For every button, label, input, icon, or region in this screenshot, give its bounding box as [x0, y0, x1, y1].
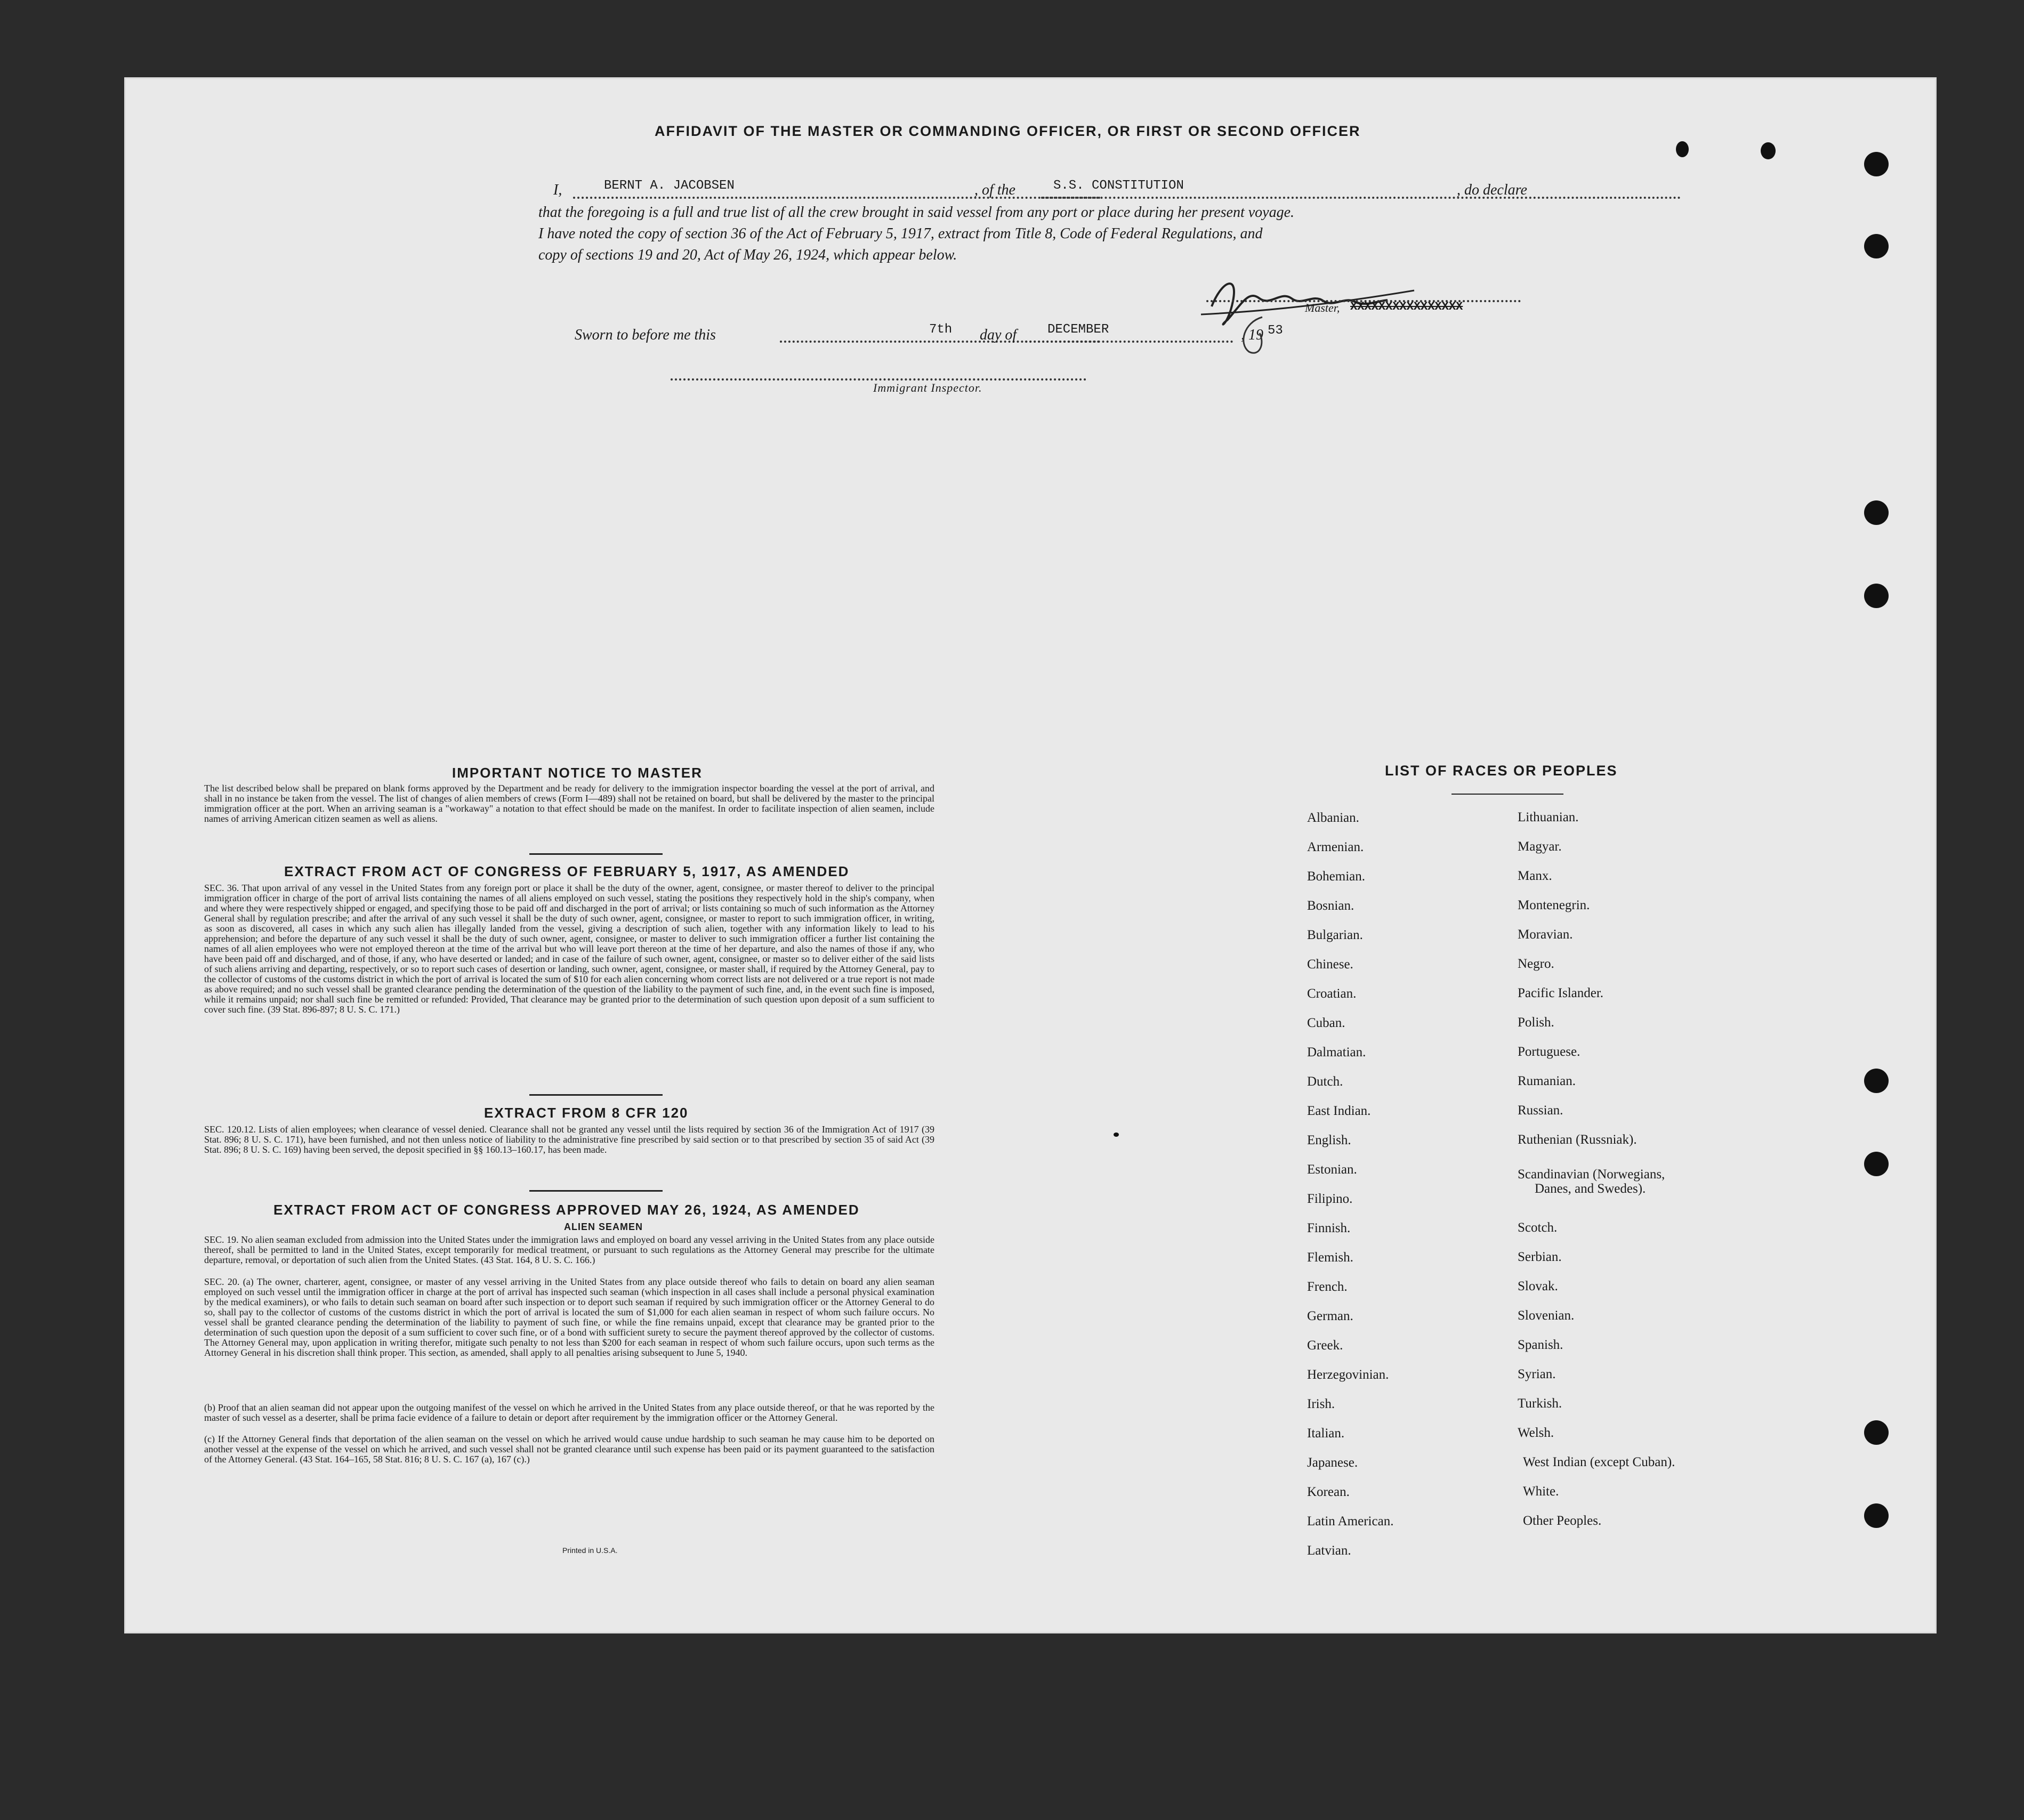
race-right-item: Turkish.	[1518, 1396, 1562, 1411]
notice-body: The list described below shall be prepared on blank forms approved by the Department and be ready for delivery to the immigration inspector boarding the vessel at the port of arrival, and shall in no instance be taken from the vessel. The list of changes of alien members of crews (Form I—489) shall not be retained on board, but shall be delivered by the master to the principal immigration officer at the port. When an arriving seaman is a "workaway" a notation to that effect should be made on the manifest. In order to facilitate inspection of alien seamen, include names of arriving American citizen seamen as well as aliens.	[204, 783, 934, 824]
sworn-year: 53	[1268, 323, 1283, 338]
punch-hole	[1864, 1152, 1889, 1176]
rule-3	[529, 1190, 663, 1192]
form-page	[124, 77, 1937, 1633]
affidavit-line-3: I have noted the copy of section 36 of the Act of February 5, 1917, extract from Title 8, Code of Federal Regulations, and	[538, 225, 1263, 242]
ink-speck	[1114, 1133, 1119, 1137]
race-left-item: Armenian.	[1307, 840, 1364, 854]
race-left-item: Chinese.	[1307, 957, 1353, 972]
race-right-item: Montenegrin.	[1518, 898, 1590, 912]
race-left-item: German.	[1307, 1309, 1353, 1323]
sworn-label: Sworn to before me this	[575, 327, 716, 343]
of-the-label: , of the	[974, 182, 1015, 198]
race-right-item: Spanish.	[1518, 1338, 1563, 1352]
year-prefix: , 19	[1241, 327, 1263, 343]
race-right-item: White.	[1523, 1484, 1559, 1499]
affidavit-line-2: that the foregoing is a full and true list of all the crew brought in said vessel from any port or place during her present voyage.	[538, 204, 1295, 221]
race-right-item: Rumanian.	[1518, 1074, 1576, 1088]
rule-2	[529, 1094, 663, 1096]
race-right-item: Ruthenian (Russniak).	[1518, 1133, 1637, 1147]
vessel-line	[1041, 197, 1681, 199]
race-right-item: Lithuanian.	[1518, 810, 1579, 824]
extract-1917-body: SEC. 36. That upon arrival of any vessel in the United States from any foreign port or place it shall be the duty of the owner, agent, consignee, or master thereof to deliver to the principal immigration officer in charge of the port of arrival lists containing the names of all aliens employed on such vessel, stating the positions they respectively hold in the ship's company, when and where they were respectively shipped or engaged, and specifying those to be paid off and discharged in the port of arrival; or lists containing so much of such information as the Attorney General shall by regulation prescribe; and after the arrival of any such vessel it shall be the duty of such owner, agent, consignee, or master to report to such immigration officer, in writing, as soon as discovered, all cases in which any such alien has illegally landed from the vessel, giving a description of such alien, together with any information likely to lead to his apprehension; and before the departure of any such vessel it shall be the duty of such owner, agent, consignee, or master to deliver to such immigration officer a further list containing the names of all alien employees who were not employed thereon at the time of the arrival but who will leave port thereon at the time of her departure, and also the names of those if any, who have been paid off and discharged, and of those, if any, who have deserted or landed; and in case of the failure of such owner, agent, consignee, or master so to deliver either of the said lists of such aliens arriving and departing, respectively, or so to report such cases of desertion or landing, such owner, agent, consignee, or master shall, if required by the Attorney General, pay to the collector of customs of the customs district in which the port of arrival is located the sum of $10 for each alien concerning whom correct lists are not delivered or a true report is not made as above required; and no such vessel shall be granted clearance pending the determination of the question of the liability to the payment of such fine, and, in the event such fine is imposed, while it remains unpaid; nor shall such fine be remitted or refunded: Provided, That clearance may be granted prior to the determination of such question upon deposit of a sum sufficient to cover such fine. (39 Stat. 896-897; 8 U. S. C. 171.)	[204, 883, 934, 1015]
race-right-item: Danes, and Swedes).	[1535, 1182, 1646, 1196]
sec-20a: SEC. 20. (a) The owner, charterer, agent, consignee, or master of any vessel arriving in the United States from any place outside thereof who fails to detain on board any alien seaman employed on such vessel until the immigration officer in charge at the port of arrival has inspected such seaman (which inspection in all cases shall include a personal physical examination by the medical examiners), or who fails to detain such seaman on board after such inspection or to deport such seaman if required by such immigration officer or the Attorney General to do so, shall pay to the collector of customs of the customs district in which the port of arrival is located the sum of $1,000 for each alien seaman in respect of whom such failure occurs. No vessel shall be granted clearance pending the determination of the liability to payment of such fine, or while the fine remains unpaid, except that clearance may be granted prior to the determination of such question upon the deposit of a sum sufficient to cover such fine, or of a bond with sufficient surety to secure the payment thereof approved by the collector of customs. The Attorney General may, upon application in writing therefor, mitigate such penalty to not less than $200 for each seaman in respect of whom such failure occurs, upon such terms as the Attorney General in his discretion shall think proper. This section, as amended, shall apply to all penalties arising subsequent to June 5, 1940.	[204, 1276, 934, 1358]
sworn-day: 7th	[929, 322, 953, 337]
race-left-item: Herzegovinian.	[1307, 1368, 1389, 1382]
master-label: Master,	[1305, 301, 1340, 314]
race-right-item: Slovak.	[1518, 1279, 1558, 1293]
race-right-item: Magyar.	[1518, 839, 1562, 854]
race-left-item: Latvian.	[1307, 1543, 1351, 1558]
extract-1917-title: EXTRACT FROM ACT OF CONGRESS OF FEBRUARY 5, 1917, AS AMENDED	[284, 863, 850, 879]
punch-hole	[1864, 1420, 1889, 1445]
vessel-name: S.S. CONSTITUTION	[1053, 179, 1184, 193]
race-left-item: Albanian.	[1307, 811, 1359, 825]
year-scribble	[1233, 312, 1276, 360]
name-line	[573, 197, 1101, 199]
race-left-item: Dutch.	[1307, 1074, 1343, 1089]
inspector-line	[671, 378, 1086, 381]
races-title: LIST OF RACES OR PEOPLES	[1385, 763, 1618, 779]
affidavit-title: AFFIDAVIT OF THE MASTER OR COMMANDING OFFICER, OR FIRST OR SECOND OFFICER	[655, 123, 1361, 139]
rule-1	[529, 853, 663, 855]
race-left-item: Finnish.	[1307, 1221, 1351, 1235]
race-left-item: Bulgarian.	[1307, 928, 1363, 942]
race-left-item: Flemish.	[1307, 1250, 1353, 1265]
races-rule	[1452, 794, 1563, 795]
month-line	[1025, 341, 1233, 343]
race-left-item: Bohemian.	[1307, 869, 1366, 884]
day-of-label: day of	[980, 327, 1017, 343]
race-left-item: Dalmatian.	[1307, 1045, 1366, 1059]
race-left-item: Cuban.	[1307, 1016, 1345, 1030]
race-left-item: East Indian.	[1307, 1104, 1371, 1118]
master-name: BERNT A. JACOBSEN	[604, 179, 735, 193]
race-right-item: Scotch.	[1518, 1220, 1558, 1235]
printed-in-usa: Printed in U.S.A.	[562, 1546, 618, 1555]
punch-hole	[1864, 1069, 1889, 1093]
race-left-item: Estonian.	[1307, 1162, 1357, 1177]
race-left-item: Filipino.	[1307, 1192, 1353, 1206]
affidavit-line-4: copy of sections 19 and 20, Act of May 26, 1924, which appear below.	[538, 247, 957, 263]
punch-hole	[1864, 1503, 1889, 1528]
race-left-item: Croatian.	[1307, 986, 1357, 1001]
extract-cfr-body: SEC. 120.12. Lists of alien employees; when clearance of vessel denied. Clearance shall not be granted any vessel until the lists required by section 36 of the Immigration Act of 1917 (39 Stat. 896; 8 U. S. C. 171), have been furnished, and not then unless notice of liability to the administrative fine prescribed by said section or to that prescribed by section 35 of said Act (39 Stat. 896; 8 U. S. C. 169) having been served, the deposit specified in §§ 160.13–160.17, has been made.	[204, 1124, 934, 1155]
race-left-item: Bosnian.	[1307, 899, 1354, 913]
race-left-item: Korean.	[1307, 1485, 1350, 1499]
race-left-item: Japanese.	[1307, 1455, 1358, 1470]
extract-cfr-title: EXTRACT FROM 8 CFR 120	[484, 1105, 689, 1121]
punch-hole	[1864, 234, 1889, 258]
race-right-item: Serbian.	[1518, 1250, 1562, 1264]
sec-20b: (b) Proof that an alien seaman did not appear upon the outgoing manifest of the vessel on which he arrived in the United States from any place outside thereof, or that he was reported by the master of such vessel as a deserter, shall be prima facie evidence of a failure to detain or deport after requirement by the immigration officer or the Attorney General.	[204, 1402, 934, 1423]
struck-title: XXXXXXXXXXXXXXXX	[1350, 300, 1463, 313]
do-declare-label: , do declare	[1457, 182, 1527, 198]
race-right-item: Manx.	[1518, 869, 1552, 883]
race-right-item: Negro.	[1518, 957, 1554, 971]
race-left-item: Latin American.	[1307, 1514, 1394, 1528]
punch-hole	[1864, 500, 1889, 525]
race-right-item: Scandinavian (Norwegians,	[1518, 1167, 1665, 1182]
race-left-item: English.	[1307, 1133, 1351, 1147]
sec-20c: (c) If the Attorney General finds that deportation of the alien seaman on the vessel on which he arrived would cause undue hardship to such seaman he may cause him to be deported on another vessel at the expense of the vessel on which he arrived, and such vessel shall not be granted clearance until such expense has been paid or its payment guaranteed to the satisfaction of the Attorney General. (43 Stat. 164–165, 58 Stat. 816; 8 U. S. C. 167 (a), 167 (c).)	[204, 1434, 934, 1465]
race-right-item: Pacific Islander.	[1518, 986, 1604, 1000]
punch-hole	[1864, 152, 1889, 176]
notice-title: IMPORTANT NOTICE TO MASTER	[452, 765, 703, 781]
inspector-label: Immigrant Inspector.	[873, 381, 982, 394]
ink-speck	[1761, 142, 1776, 159]
punch-hole	[1864, 584, 1889, 608]
race-left-item: Irish.	[1307, 1397, 1335, 1411]
race-right-item: Other Peoples.	[1523, 1514, 1602, 1528]
race-right-item: Welsh.	[1518, 1426, 1554, 1440]
race-right-item: Russian.	[1518, 1103, 1563, 1118]
race-left-item: French.	[1307, 1280, 1348, 1294]
race-right-item: Syrian.	[1518, 1367, 1556, 1381]
i-label: I,	[553, 182, 562, 198]
race-right-item: West Indian (except Cuban).	[1523, 1455, 1675, 1469]
race-left-item: Greek.	[1307, 1338, 1343, 1353]
race-right-item: Moravian.	[1518, 927, 1573, 942]
race-right-item: Polish.	[1518, 1015, 1554, 1030]
sworn-month: DECEMBER	[1047, 322, 1109, 337]
extract-1924-title: EXTRACT FROM ACT OF CONGRESS APPROVED MAY 26, 1924, AS AMENDED	[273, 1202, 860, 1218]
alien-seamen-subtitle: ALIEN SEAMEN	[564, 1222, 643, 1232]
race-left-item: Italian.	[1307, 1426, 1345, 1441]
race-right-item: Portuguese.	[1518, 1045, 1581, 1059]
race-right-item: Slovenian.	[1518, 1308, 1575, 1323]
ink-speck	[1676, 141, 1689, 157]
sec-19: SEC. 19. No alien seaman excluded from admission into the United States under the immigration laws and employed on board any vessel arriving in the United States from any place outside thereof, shall be permitted to land in the United States, except temporarily for medical treatment, or pursuant to such regulations as the Attorney General may prescribe for the ultimate departure, removal, or deportation of such alien from the United States. (43 Stat. 164, 8 U. S. C. 166.)	[204, 1234, 934, 1265]
